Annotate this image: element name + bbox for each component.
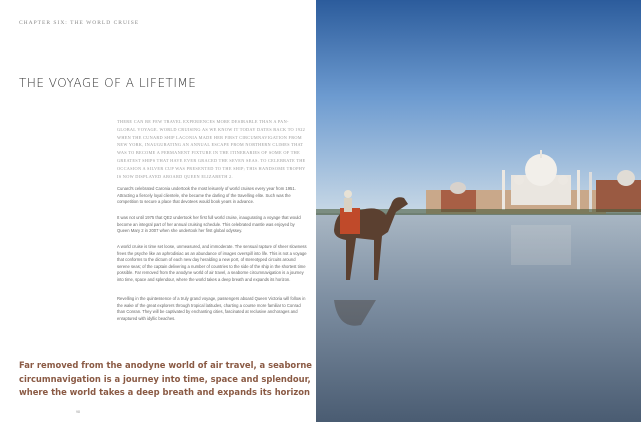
intro-paragraph: THERE CAN BE FEW TRAVEL EXPERIENCES MORE DESIRABLE THAN A PAN-GLOBAL VOYAGE. WORLD CRUISING AS WE KNOW IT TODAY DATES BACK TO 1922 WHEN THE CUNARD SHIP LACONIA MADE HER FIRST CIRCUMNAVIGATION FROM NEW YORK, INAUGURATING AN ANNUAL ESCAPE FROM NORTHERN CLIMES THAT WAS TO BECOME A PERMANENT FIXTURE IN THE ITINERARIES OF SOME OF THE GREATEST SHIPS THAT HAVE EVER GRACED THE SEVEN SEAS. TO CELEBRATE THE OCCASION A SILVER CUP WAS PRESENTED TO THE SHIP; THIS HANDSOME TROPHY IS NOW DISPLAYED ABOARD QUEEN ELIZABETH 2. [117,119,306,179]
body-paragraph: Cunard's celebrated Caronia undertook the most leisurely of world cruises every year from 1951. Attracting a fiercely loyal clientele, she became the darling of the travelling elite. Such was the competition to secure a place that devotees would book years in advance. [117,186,296,204]
left-page [0,0,316,422]
page-number: 98 [76,410,80,414]
sky [316,0,641,215]
pull-quote: Far removed from the anodyne world of air travel, a seaborne circumnavigation is a journey into time, space and splendour, where the world takes a deep breath and expands its horizon [19,360,312,397]
body-paragraph: It was not until 1975 that QE2 undertook her first full world cruise, inaugurating a voyage that would become an integral part of her annual cruising schedule. This celebrated mantle was enjoyed by Queen Mary 2 in 2007 when she undertook her first global odyssey. [117,215,301,233]
body-paragraph: Revelling in the quintessence of a truly grand voyage, passengers aboard Queen Victoria will follow in the wake of the great explorers through tropical latitudes, charting a course more familiar to Conrad than Conran. They will be captivated by enchanting cities, fascinated at reclusive anchorages and enraptured with idyllic beaches. [117,296,306,321]
photo-illustration [316,0,641,422]
body-paragraph: A world cruise is time set loose, unmeasured, and immoderate. The sensual rapture of sheer slowness frees the psyche like an aphrodisiac as an abundance of images overspill into life. This is not a voyage that conforms to the dictum of each new day heralding a new port, of stereotyped circuits around serene seas; of the captain delivering a number of countries to the side of the ship in the shortest time possible. Far removed from the anodyne world of air travel, a seaborne circumnavigation is a journey into time, space and splendour, where the world takes a deep breath and expands its horizon. [117,244,307,282]
page-title: THE VOYAGE OF A LIFETIME [19,76,197,90]
chapter-heading: CHAPTER SIX: THE WORLD CRUISE [19,20,140,26]
taj-mahal-photo [316,0,641,422]
